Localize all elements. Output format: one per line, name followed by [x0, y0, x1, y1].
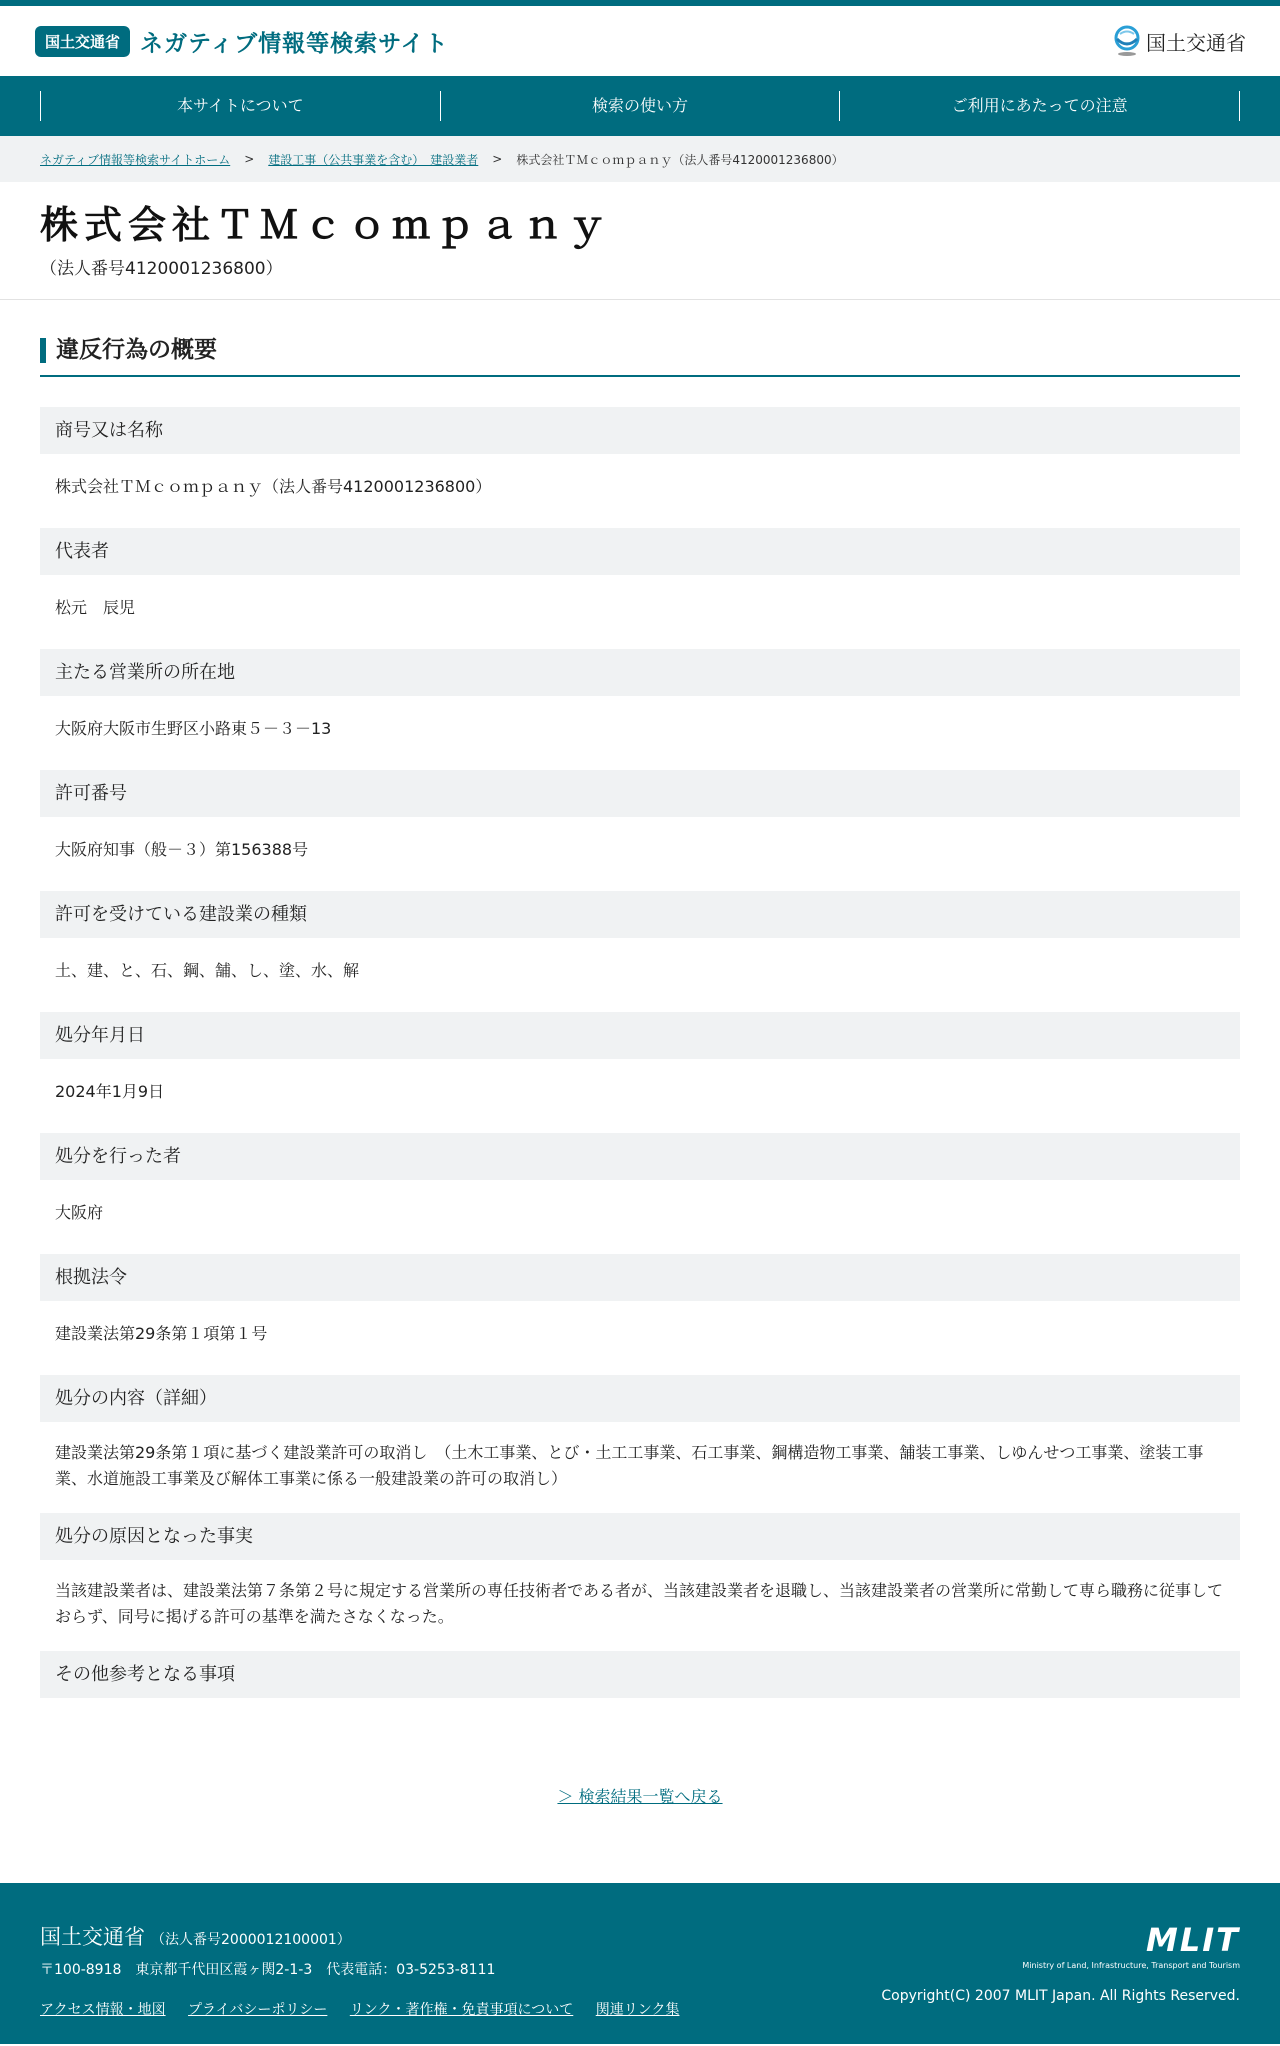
field-value: 建設業法第29条第１項第１号 — [55, 1323, 268, 1343]
ministry-logo-text: 国土交通省 — [1146, 30, 1246, 55]
field-value: 松元 辰児 — [55, 597, 136, 617]
page-title: 株式会社ＴＭｃｏｍｐａｎｙ — [40, 203, 613, 247]
field-label: 許可を受けている建設業の種類 — [40, 891, 1240, 938]
field-disposing-authority — [40, 1133, 1240, 1254]
nav-about[interactable]: 本サイトについて — [40, 91, 440, 121]
field-value: 2024年1月9日 — [55, 1081, 165, 1101]
field-other-notes — [40, 1651, 1240, 1718]
field-label: 処分を行った者 — [40, 1133, 1240, 1180]
field-office-address — [40, 649, 1240, 770]
breadcrumb-home[interactable]: ネガティブ情報等検索サイトホーム — [40, 152, 231, 167]
site-footer — [0, 1883, 1280, 2044]
field-value: 大阪府 — [55, 1202, 104, 1222]
site-title: ネガティブ情報等検索サイト — [140, 30, 449, 57]
nav-usage-notes[interactable]: ご利用にあたっての注意 — [839, 91, 1240, 121]
footer-org-name: 国土交通省 — [40, 1925, 145, 1950]
field-trade-name — [40, 407, 1240, 528]
field-value: 株式会社ＴＭｃｏｍｐａｎｙ（法人番号4120001236800） — [55, 476, 492, 496]
field-value: 大阪府知事（般－３）第156388号 — [55, 839, 309, 859]
field-value — [40, 1698, 1240, 1718]
section-divider — [40, 375, 1240, 377]
global-nav — [0, 76, 1280, 136]
nav-how-to-search[interactable]: 検索の使い方 — [440, 91, 840, 121]
footer-org-number: （法人番号2000012100001） — [151, 1932, 351, 1949]
field-disposition-date — [40, 1012, 1240, 1133]
mlit-logo-text: MLIT — [1146, 1921, 1240, 1960]
footer-link-privacy[interactable]: プライバシーポリシー — [188, 2002, 328, 2019]
site-header — [0, 6, 1280, 76]
field-license-number — [40, 770, 1240, 891]
field-value: 建設業法第29条第１項に基づく建設業許可の取消し （土木工事業、とび・土工工事業、石工事業、鋼構造物工事業、舗装工事業、しゆんせつ工事業、塗装工事業、水道施設工事業及び解体工事業に係る一般建設業の許可の取消し） — [55, 1442, 1204, 1488]
breadcrumb — [0, 136, 1280, 182]
ministry-badge: 国土交通省 — [35, 26, 130, 57]
field-label: 処分の原因となった事実 — [40, 1513, 1240, 1560]
field-legal-basis — [40, 1254, 1240, 1375]
field-representative — [40, 528, 1240, 649]
field-label: 許可番号 — [40, 770, 1240, 817]
copyright: Copyright(C) 2007 MLIT Japan. All Rights Reserved. — [881, 1988, 1240, 2005]
footer-link-related[interactable]: 関連リンク集 — [595, 2002, 680, 2019]
ministry-logo[interactable] — [1112, 25, 1246, 57]
field-disposition-cause — [40, 1513, 1240, 1651]
breadcrumb-category[interactable]: 建設工事（公共事業を含む） 建設業者 — [268, 152, 479, 167]
field-label: 代表者 — [40, 528, 1240, 575]
footer-link-copyright[interactable]: リンク・著作権・免責事項について — [349, 2002, 574, 2019]
field-disposition-details — [40, 1375, 1240, 1513]
corporate-number: （法人番号4120001236800） — [40, 258, 283, 279]
breadcrumb-current: 株式会社ＴＭｃｏｍｐａｎｙ（法人番号4120001236800） — [516, 152, 844, 167]
back-to-results-link[interactable]: ＞ 検索結果一覧へ戻る — [557, 1787, 723, 1807]
field-value: 土、建、と、石、鋼、舗、し、塗、水、解 — [55, 960, 360, 980]
field-label: その他参考となる事項 — [40, 1651, 1240, 1698]
back-link-container — [40, 1784, 1240, 1807]
main-content — [0, 300, 1280, 1808]
field-value: 当該建設業者は、建設業法第７条第２号に規定する営業所の専任技術者である者が、当該建設業者を退職し、当該建設業者の営業所に常勤して専ら職務に従事しておらず、同号に掲げる許可の基準を満たさなくなった。 — [55, 1581, 1224, 1626]
footer-link-access[interactable]: アクセス情報・地図 — [40, 2002, 166, 2019]
field-label: 主たる営業所の所在地 — [40, 649, 1240, 696]
field-license-types — [40, 891, 1240, 1012]
title-block — [0, 182, 1280, 300]
ministry-emblem-icon — [1112, 25, 1142, 57]
footer-address: 〒100-8918 東京都千代田区霞ヶ関2-1-3 代表電話：03-5253-8111 — [40, 1962, 496, 1979]
field-label: 処分年月日 — [40, 1012, 1240, 1059]
site-brand[interactable] — [35, 25, 449, 58]
breadcrumb-separator: > — [492, 152, 503, 166]
section-title: 違反行為の概要 — [40, 338, 1240, 363]
field-label: 商号又は名称 — [40, 407, 1240, 454]
field-label: 根拠法令 — [40, 1254, 1240, 1301]
field-value: 大阪府大阪市生野区小路東５－３－13 — [55, 718, 332, 738]
mlit-logo-subtitle: Ministry of Land, Infrastructure, Transport and Tourism — [1022, 1961, 1240, 1971]
field-label: 処分の内容（詳細） — [40, 1375, 1240, 1422]
footer-logo — [1022, 1921, 1240, 1970]
breadcrumb-separator: > — [244, 152, 255, 166]
